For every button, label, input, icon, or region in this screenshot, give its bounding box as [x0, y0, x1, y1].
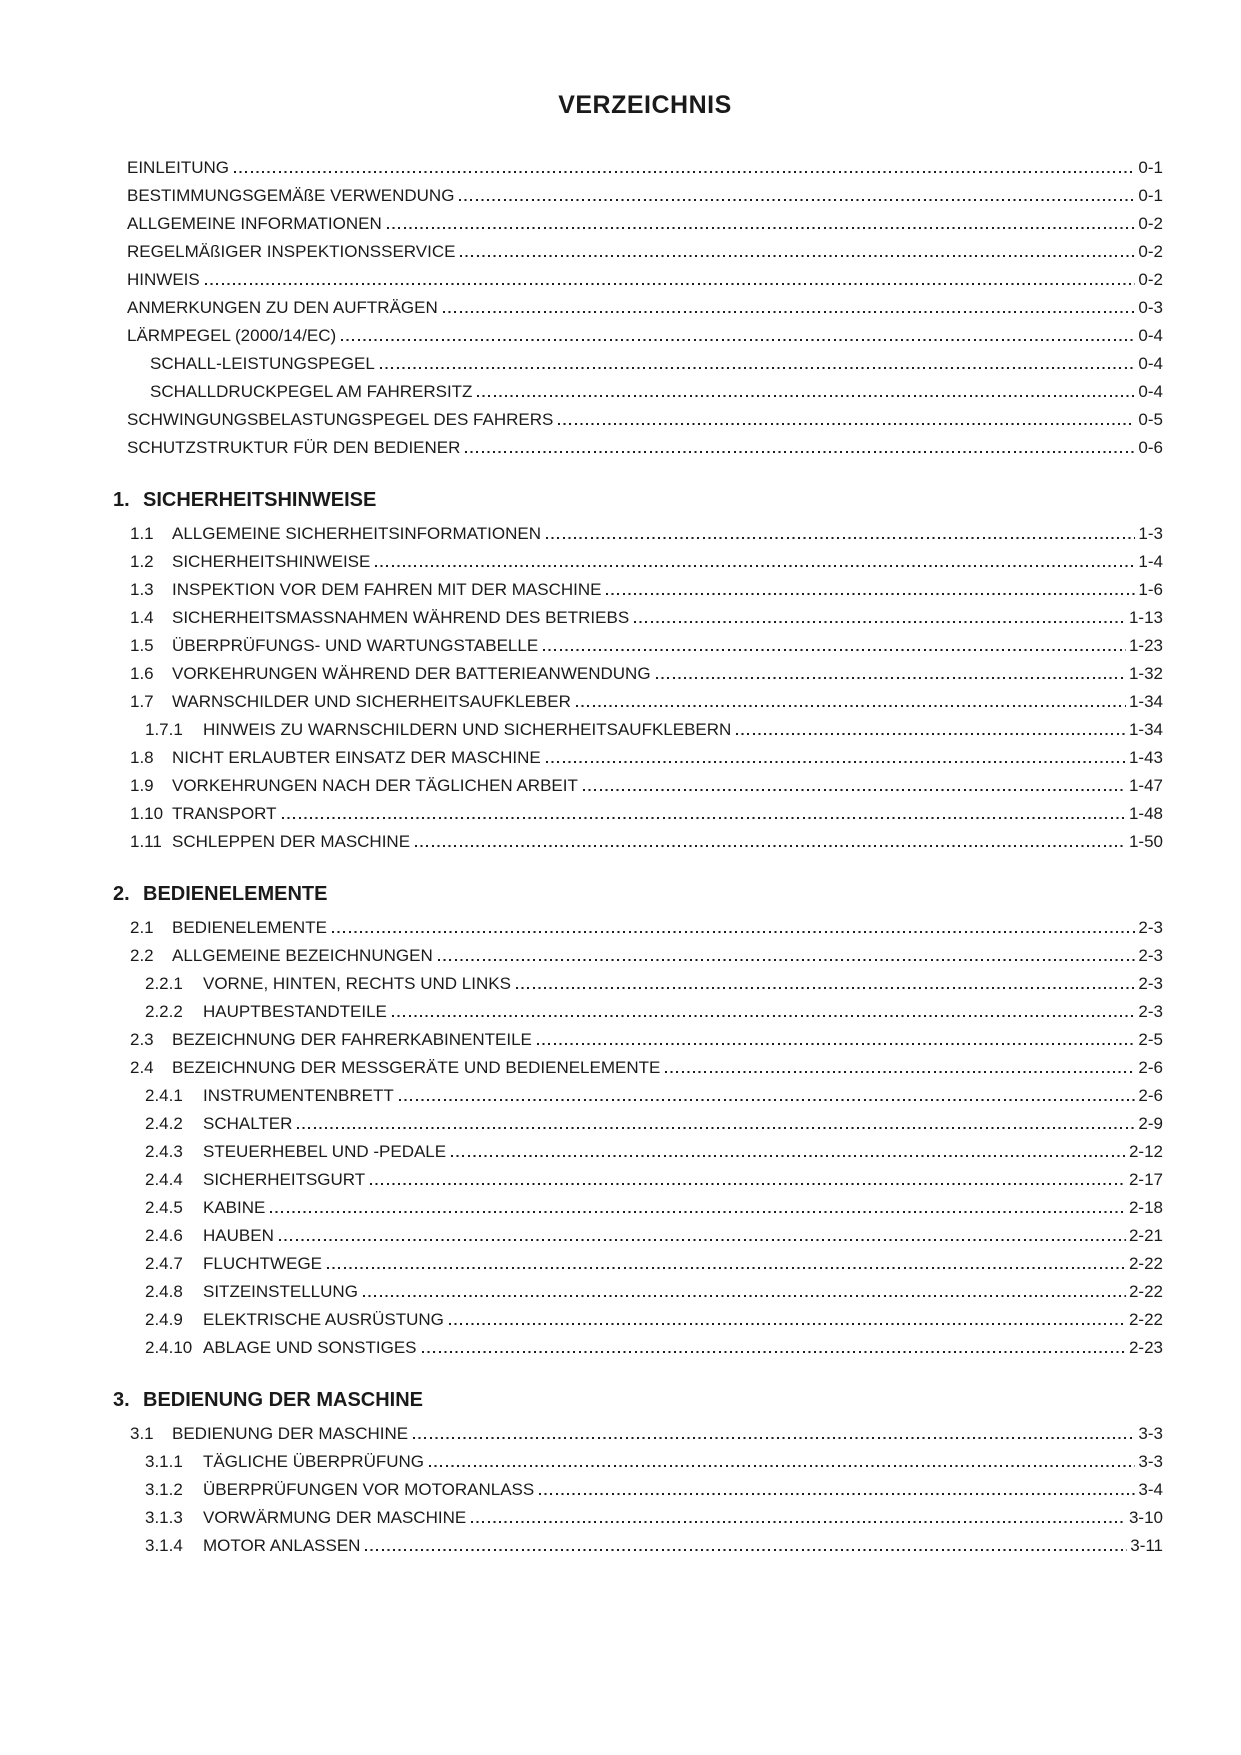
toc-entry-page-number: 2-22 [1128, 1254, 1163, 1273]
toc-entry-page-number: 1-3 [1138, 524, 1163, 543]
toc-entry-page-number: 2-18 [1128, 1198, 1163, 1217]
toc-entry-number: 2.4.9 [145, 1310, 183, 1329]
toc-entry-number: 3.1 [130, 1424, 154, 1443]
toc-entry-row [127, 800, 1163, 828]
section-number: 3. [113, 1389, 130, 1411]
section-heading-2 [113, 882, 1163, 906]
toc-entry-row [127, 1138, 1163, 1166]
toc-entry-row [127, 434, 1163, 462]
toc-entry-row [127, 210, 1163, 238]
toc-entry-row [127, 1110, 1163, 1138]
dotted-leader [477, 395, 1135, 397]
toc-entry-row [127, 1082, 1163, 1110]
section-title: SICHERHEITSHINWEISE [143, 489, 377, 511]
dotted-leader [606, 593, 1135, 595]
toc-entry-page-number: 2-3 [1138, 918, 1163, 937]
toc-entry-label: BEDIENELEMENTE [172, 918, 327, 937]
dotted-leader [392, 1015, 1136, 1017]
toc-entry-label: VORWÄRMUNG DER MASCHINE [203, 1508, 467, 1527]
toc-entry-page-number: 0-1 [1138, 158, 1163, 177]
toc-entry-label: SCHLEPPEN DER MASCHINE [172, 832, 411, 851]
toc-entry-page-number: 0-5 [1138, 410, 1163, 429]
dotted-leader [537, 1043, 1136, 1045]
toc-entry-label: REGELMÄßIGER INSPEKTIONSSERVICE [127, 242, 456, 261]
toc-entry-number: 1.5 [130, 636, 154, 655]
toc-entry-row [127, 378, 1163, 406]
toc-entry-label: HINWEIS ZU WARNSCHILDERN UND SICHERHEITSAUFKLEBERN [203, 720, 732, 739]
toc-entry-page-number: 3-11 [1130, 1536, 1163, 1555]
toc-entry-page-number: 2-22 [1128, 1310, 1163, 1329]
toc-entry-label: ALLGEMEINE BEZEICHNUNGEN [172, 946, 433, 965]
toc-entry-row [127, 1054, 1163, 1082]
toc-entry-page-number: 1-4 [1138, 552, 1163, 571]
toc-entry-number: 3.1.3 [145, 1508, 183, 1527]
toc-entry-number: 3.1.1 [145, 1452, 183, 1471]
toc-entry-label: INSTRUMENTENBRETT [203, 1086, 394, 1105]
dotted-leader [449, 1323, 1126, 1325]
toc-entry-page-number: 1-34 [1128, 692, 1163, 711]
dotted-leader [558, 423, 1135, 425]
toc-entry-label: ÜBERPRÜFUNGEN VOR MOTORANLASS [203, 1480, 535, 1499]
toc-entry-number: 3.1.2 [145, 1480, 183, 1499]
dotted-leader [375, 565, 1135, 567]
dotted-leader [365, 1549, 1127, 1551]
toc-entry-row [127, 182, 1163, 210]
toc-entry-page-number: 1-23 [1128, 636, 1163, 655]
dotted-leader [422, 1351, 1126, 1353]
dotted-leader [234, 171, 1135, 173]
dotted-leader [576, 705, 1126, 707]
toc-entry-page-number: 0-4 [1138, 382, 1163, 401]
toc-entry-page-number: 1-43 [1128, 748, 1163, 767]
toc-entry-row [127, 238, 1163, 266]
toc-entry-label: SCHUTZSTRUKTUR FÜR DEN BEDIENER [127, 438, 461, 457]
toc-entry-label: ALLGEMEINE INFORMATIONEN [127, 214, 382, 233]
toc-entry-label: SCHALLDRUCKPEGEL AM FAHRERSITZ [150, 382, 473, 401]
toc-entry-page-number: 1-47 [1128, 776, 1163, 795]
toc-entry-label: SCHALL-LEISTUNGSPEGEL [150, 354, 375, 373]
dotted-leader [465, 451, 1135, 453]
toc-entry-page-number: 2-6 [1138, 1086, 1163, 1105]
toc-entry-page-number: 0-3 [1138, 298, 1163, 317]
toc-entry-number: 1.3 [130, 580, 154, 599]
toc-entry-label: HAUBEN [203, 1226, 274, 1245]
dotted-leader [297, 1127, 1135, 1129]
toc-entry-page-number: 2-12 [1128, 1142, 1163, 1161]
dotted-leader [539, 1493, 1135, 1495]
toc-entry-page-number: 1-48 [1128, 804, 1163, 823]
toc-entry-page-number: 2-22 [1128, 1282, 1163, 1301]
toc-entry-row [127, 406, 1163, 434]
toc-entry-label: SICHERHEITSHINWEISE [172, 552, 371, 571]
toc-entry-label: ANMERKUNGEN ZU DEN AUFTRÄGEN [127, 298, 438, 317]
dotted-leader [332, 931, 1135, 933]
toc-entry-number: 1.2 [130, 552, 154, 571]
toc-entry-number: 1.7 [130, 692, 154, 711]
toc-entry-page-number: 2-3 [1138, 1002, 1163, 1021]
section-heading-3 [113, 1388, 1163, 1412]
toc-entry-page-number: 2-17 [1128, 1170, 1163, 1189]
toc-entry-number: 2.4.3 [145, 1142, 183, 1161]
toc-entry-page-number: 0-2 [1138, 242, 1163, 261]
toc-entry-number: 1.4 [130, 608, 154, 627]
toc-entry-page-number: 2-3 [1138, 946, 1163, 965]
toc-entry-page-number: 3-3 [1138, 1452, 1163, 1471]
toc-entry-label: EINLEITUNG [127, 158, 230, 177]
section-2-list [127, 914, 1163, 1362]
toc-entry-row [127, 548, 1163, 576]
toc-entry-page-number: 2-9 [1138, 1114, 1163, 1133]
toc-entry-page-number: 2-3 [1138, 974, 1163, 993]
toc-entry-row [127, 1532, 1163, 1560]
toc-entry-page-number: 0-4 [1138, 354, 1163, 373]
toc-entry-page-number: 3-10 [1128, 1508, 1163, 1527]
page-title: VERZEICHNIS [558, 91, 732, 119]
toc-entry-label: SCHALTER [203, 1114, 293, 1133]
section-number: 1. [113, 489, 130, 511]
dotted-leader [413, 1437, 1135, 1439]
toc-entry-label: VORNE, HINTEN, RECHTS UND LINKS [203, 974, 511, 993]
toc-entry-row [127, 1448, 1163, 1476]
toc-entry-number: 3.1.4 [145, 1536, 183, 1555]
toc-entry-number: 1.11 [130, 832, 162, 851]
toc-entry-row [127, 604, 1163, 632]
toc-entry-row [127, 322, 1163, 350]
toc-entry-number: 2.4.5 [145, 1198, 183, 1217]
toc-entry-number: 1.8 [130, 748, 154, 767]
toc-entry-page-number: 2-21 [1128, 1226, 1163, 1245]
section-title: BEDIENUNG DER MASCHINE [143, 1389, 424, 1411]
toc-entry-label: BEZEICHNUNG DER FAHRERKABINENTEILE [172, 1030, 532, 1049]
toc-entry-label: VORKEHRUNGEN NACH DER TÄGLICHEN ARBEIT [172, 776, 578, 795]
toc-entry-label: SITZEINSTELLUNG [203, 1282, 358, 1301]
dotted-leader [399, 1099, 1136, 1101]
toc-entry-row [127, 1026, 1163, 1054]
toc-entry-number: 1.10 [130, 804, 164, 823]
toc-entry-label: HAUPTBESTANDTEILE [203, 1002, 387, 1021]
toc-entry-page-number: 1-32 [1128, 664, 1163, 683]
toc-entry-number: 2.4.6 [145, 1226, 183, 1245]
toc-entry-page-number: 0-2 [1138, 214, 1163, 233]
toc-entry-row [127, 716, 1163, 744]
toc-entry-label: TRANSPORT [172, 804, 277, 823]
dotted-leader [327, 1267, 1126, 1269]
toc-entry-number: 1.9 [130, 776, 154, 795]
dotted-leader [370, 1183, 1126, 1185]
toc-entry-page-number: 3-3 [1138, 1424, 1163, 1443]
toc-entry-row [127, 1250, 1163, 1278]
toc-entry-page-number: 0-6 [1138, 438, 1163, 457]
toc-entry-label: WARNSCHILDER UND SICHERHEITSAUFKLEBER [172, 692, 571, 711]
dotted-leader [665, 1071, 1135, 1073]
dotted-leader [438, 959, 1136, 961]
dotted-leader [341, 339, 1135, 341]
toc-entry-label: MOTOR ANLASSEN [203, 1536, 361, 1555]
dotted-leader [429, 1465, 1135, 1467]
toc-entry-row [127, 350, 1163, 378]
toc-entry-number: 2.4.2 [145, 1114, 183, 1133]
toc-entry-number: 2.4.1 [145, 1086, 183, 1105]
toc-entry-row [127, 1334, 1163, 1362]
toc-entry-row [127, 942, 1163, 970]
toc-entry-page-number: 1-34 [1128, 720, 1163, 739]
section-3-list [127, 1420, 1163, 1560]
toc-entry-row [127, 576, 1163, 604]
section-1-list [127, 520, 1163, 856]
dotted-leader [387, 227, 1136, 229]
toc-entry-row [127, 772, 1163, 800]
toc-entry-row [127, 632, 1163, 660]
toc-entry-row [127, 1222, 1163, 1250]
toc-entry-page-number: 0-2 [1138, 270, 1163, 289]
section-title: BEDIENELEMENTE [143, 883, 328, 905]
toc-entry-label: LÄRMPEGEL (2000/14/EC) [127, 326, 337, 345]
toc-content [113, 0, 1163, 1560]
toc-entry-number: 2.4.4 [145, 1170, 183, 1189]
toc-entry-label: INSPEKTION VOR DEM FAHREN MIT DER MASCHINE [172, 580, 602, 599]
toc-entry-label: STEUERHEBEL UND -PEDALE [203, 1142, 447, 1161]
toc-entry-number: 2.2 [130, 946, 154, 965]
toc-entry-row [127, 688, 1163, 716]
toc-entry-row [127, 1278, 1163, 1306]
toc-entry-label: ÜBERPRÜFUNGS- UND WARTUNGSTABELLE [172, 636, 539, 655]
toc-entry-row [127, 1306, 1163, 1334]
toc-entry-label: BESTIMMUNGSGEMÄßE VERWENDUNG [127, 186, 455, 205]
toc-entry-row [127, 1194, 1163, 1222]
toc-entry-row [127, 914, 1163, 942]
toc-entry-row [127, 520, 1163, 548]
toc-entry-row [127, 970, 1163, 998]
toc-entry-row [127, 266, 1163, 294]
toc-entry-row [127, 744, 1163, 772]
section-number: 2. [113, 883, 130, 905]
dotted-leader [205, 283, 1136, 285]
toc-entry-label: TÄGLICHE ÜBERPRÜFUNG [203, 1452, 425, 1471]
toc-entry-page-number: 1-50 [1128, 832, 1163, 851]
toc-entry-label: HINWEIS [127, 270, 200, 289]
dotted-leader [634, 621, 1126, 623]
dotted-leader [270, 1211, 1126, 1213]
dotted-leader [415, 845, 1126, 847]
toc-entry-row [127, 998, 1163, 1026]
dotted-leader [363, 1295, 1126, 1297]
toc-entry-number: 2.4.10 [145, 1338, 193, 1357]
toc-entry-number: 2.1 [130, 918, 154, 937]
toc-entry-label: ELEKTRISCHE AUSRÜSTUNG [203, 1310, 444, 1329]
dotted-leader [282, 817, 1126, 819]
toc-entry-row [127, 1420, 1163, 1448]
toc-entry-label: SICHERHEITSMASSNAHMEN WÄHREND DES BETRIEBS [172, 608, 630, 627]
toc-entry-label: VORKEHRUNGEN WÄHREND DER BATTERIEANWENDUNG [172, 664, 651, 683]
toc-entry-page-number: 2-5 [1138, 1030, 1163, 1049]
dotted-leader [279, 1239, 1126, 1241]
dotted-leader [443, 311, 1136, 313]
toc-entry-label: ALLGEMEINE SICHERHEITSINFORMATIONEN [172, 524, 542, 543]
toc-entry-row [127, 660, 1163, 688]
toc-entry-label: KABINE [203, 1198, 266, 1217]
toc-entry-number: 2.4.8 [145, 1282, 183, 1301]
toc-entry-number: 1.1 [130, 524, 154, 543]
toc-entry-label: ABLAGE UND SONSTIGES [203, 1338, 417, 1357]
toc-entry-number: 2.2.1 [145, 974, 183, 993]
toc-entry-page-number: 2-6 [1138, 1058, 1163, 1077]
toc-entry-label: NICHT ERLAUBTER EINSATZ DER MASCHINE [172, 748, 541, 767]
toc-entry-label: FLUCHTWEGE [203, 1254, 322, 1273]
toc-entry-page-number: 0-4 [1138, 326, 1163, 345]
toc-entry-page-number: 0-1 [1138, 186, 1163, 205]
toc-entry-number: 1.6 [130, 664, 154, 683]
toc-entry-row [127, 1476, 1163, 1504]
toc-entry-label: SCHWINGUNGSBELASTUNGSPEGEL DES FAHRERS [127, 410, 554, 429]
dotted-leader [583, 789, 1126, 791]
toc-entry-number: 2.2.2 [145, 1002, 183, 1021]
dotted-leader [656, 677, 1126, 679]
dotted-leader [459, 199, 1135, 201]
toc-entry-label: SICHERHEITSGURT [203, 1170, 366, 1189]
toc-entry-label: BEZEICHNUNG DER MESSGERÄTE UND BEDIENELEMENTE [172, 1058, 661, 1077]
toc-entry-row [127, 154, 1163, 182]
front-matter-list [127, 154, 1163, 462]
toc-entry-row [127, 1504, 1163, 1532]
dotted-leader [736, 733, 1126, 735]
toc-entry-page-number: 1-6 [1138, 580, 1163, 599]
toc-entry-row [127, 828, 1163, 856]
section-heading-1 [113, 488, 1163, 512]
toc-entry-page-number: 2-23 [1128, 1338, 1163, 1357]
toc-entry-label: BEDIENUNG DER MASCHINE [172, 1424, 409, 1443]
toc-entry-number: 2.3 [130, 1030, 154, 1049]
toc-entry-page-number: 1-13 [1128, 608, 1163, 627]
toc-entry-row [127, 294, 1163, 322]
dotted-leader [546, 537, 1135, 539]
dotted-leader [543, 649, 1126, 651]
toc-entry-number: 2.4 [130, 1058, 154, 1077]
dotted-leader [460, 255, 1135, 257]
toc-entry-number: 2.4.7 [145, 1254, 183, 1273]
dotted-leader [516, 987, 1135, 989]
toc-entry-page-number: 3-4 [1138, 1480, 1163, 1499]
dotted-leader [546, 761, 1126, 763]
toc-entry-row [127, 1166, 1163, 1194]
toc-entry-number: 1.7.1 [145, 720, 183, 739]
dotted-leader [451, 1155, 1126, 1157]
dotted-leader [380, 367, 1136, 369]
dotted-leader [471, 1521, 1126, 1523]
